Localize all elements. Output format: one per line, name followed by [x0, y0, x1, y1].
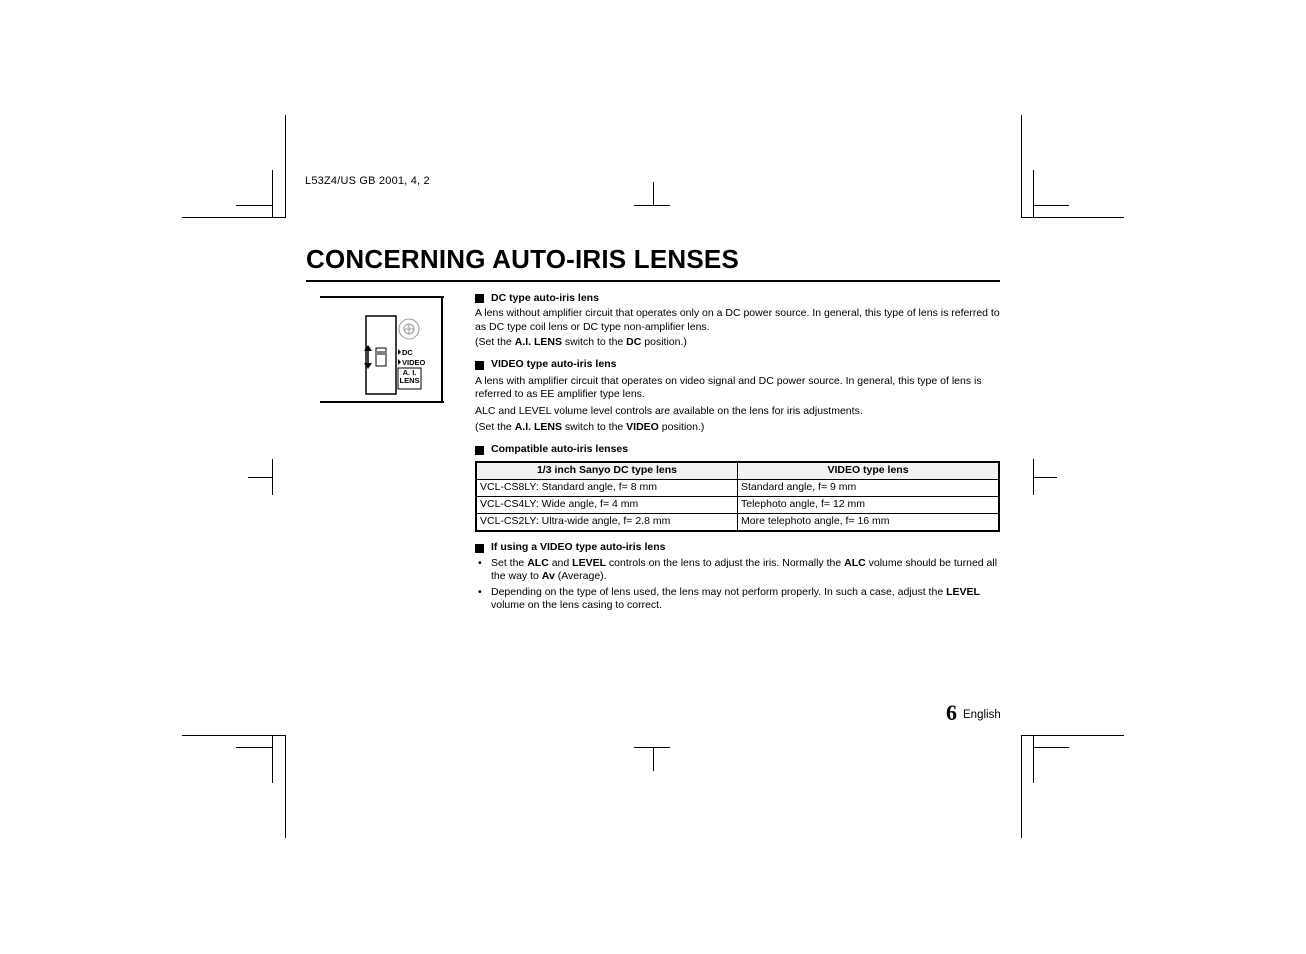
video-description: A lens with amplifier circuit that operates on video signal and DC power source. In general, this type of lens is referred to as EE amplifier type lens. — [475, 374, 982, 400]
crop-mark — [182, 735, 285, 736]
crop-mark — [1021, 735, 1124, 736]
table-cell: VCL-CS2LY: Ultra-wide angle, f= 2.8 mm — [476, 513, 738, 531]
ai-lens-label: A. I. LENS — [399, 368, 420, 385]
switch-illustration — [321, 296, 443, 403]
crop-mark — [182, 217, 285, 218]
table-header-row — [476, 462, 999, 480]
page-language: English — [963, 709, 1001, 721]
crop-mark — [285, 735, 286, 838]
table-cell: Standard angle, f= 9 mm — [738, 479, 1000, 496]
center-mark — [634, 747, 670, 748]
center-mark — [653, 182, 654, 206]
compatible-lens-table — [475, 461, 1000, 532]
table-header-dc: 1/3 inch Sanyo DC type lens — [476, 462, 738, 480]
crop-mark — [1021, 217, 1124, 218]
side-mark — [248, 477, 272, 478]
section-heading-compatible: Compatible auto-iris lenses — [475, 444, 1000, 457]
table-row — [476, 513, 999, 531]
crop-mark — [1033, 747, 1069, 748]
video-controls-note: ALC and LEVEL volume level controls are available on the lens for iris adjustments. — [475, 404, 863, 417]
table-cell: VCL-CS8LY: Standard angle, f= 8 mm — [476, 479, 738, 496]
crop-mark — [1033, 735, 1034, 783]
switch-label-dc: DC — [402, 348, 413, 357]
crop-mark — [236, 205, 272, 206]
list-item: • Set the ALC and LEVEL controls on the lens to adjust the iris. Normally the ALC volume should be turned all the way to Av (Average). — [475, 557, 1000, 584]
switch-diagram-icon — [321, 298, 443, 405]
center-mark — [634, 205, 670, 206]
video-setting-note: (Set the A.I. LENS switch to the VIDEO position.) — [475, 421, 705, 433]
crop-mark — [285, 115, 286, 218]
page-title: CONCERNING AUTO-IRIS LENSES — [306, 244, 739, 274]
crop-mark — [272, 735, 273, 783]
section-heading-video: VIDEO type auto-iris lens — [475, 359, 1000, 372]
center-mark — [653, 747, 654, 771]
page-number: 6 — [946, 700, 957, 725]
table-header-video: VIDEO type lens — [738, 462, 1000, 480]
crop-mark — [1033, 170, 1034, 218]
square-bullet-icon — [475, 544, 484, 553]
table-row — [476, 479, 999, 496]
crop-mark — [1033, 205, 1069, 206]
side-mark — [272, 459, 273, 495]
square-bullet-icon — [475, 446, 484, 455]
table-cell: VCL-CS4LY: Wide angle, f= 4 mm — [476, 496, 738, 513]
crop-mark — [272, 170, 273, 218]
switch-label-video: VIDEO — [402, 358, 426, 367]
dc-setting-note: (Set the A.I. LENS switch to the DC position.) — [475, 336, 687, 348]
square-bullet-icon — [475, 294, 484, 303]
table-cell: Telephoto angle, f= 12 mm — [738, 496, 1000, 513]
side-mark — [1033, 477, 1057, 478]
usage-list — [475, 557, 1000, 613]
crop-mark — [1021, 115, 1022, 218]
main-content — [475, 292, 1000, 615]
crop-mark — [236, 747, 272, 748]
square-bullet-icon — [475, 361, 484, 370]
section-heading-using-video: If using a VIDEO type auto-iris lens — [475, 542, 1000, 555]
crop-mark — [1021, 735, 1022, 838]
print-code: L53Z4/US GB 2001, 4, 2 — [305, 175, 430, 187]
section-heading-dc: DC type auto-iris lens — [475, 292, 1000, 305]
table-cell: More telephoto angle, f= 16 mm — [738, 513, 1000, 531]
list-item: • Depending on the type of lens used, the lens may not perform properly. In such a case, adjust the LEVEL volume on the lens casing to correct. — [475, 586, 1000, 613]
dc-description: A lens without amplifier circuit that operates only on a DC power source. In general, this type of lens is referred to as DC type coil lens or DC type non-amplifier lens. — [475, 307, 1000, 333]
title-rule — [306, 280, 1000, 282]
table-row — [476, 496, 999, 513]
